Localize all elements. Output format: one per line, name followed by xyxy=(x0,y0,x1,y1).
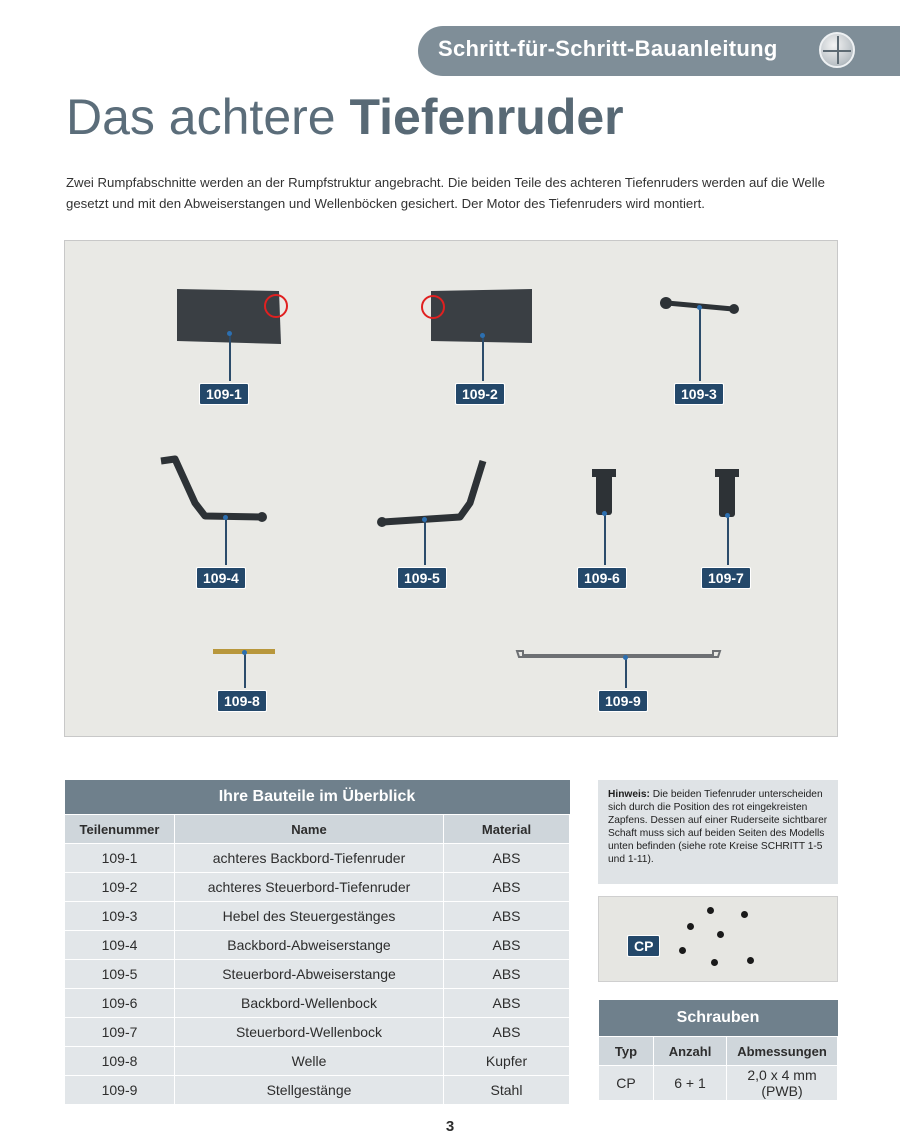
screws-photo xyxy=(598,896,838,982)
cp-label: CP xyxy=(627,935,660,957)
crosshair-icon xyxy=(819,32,855,68)
part-label: 109-4 xyxy=(196,567,246,589)
part-label: 109-8 xyxy=(217,690,267,712)
parts-illustration xyxy=(65,241,839,738)
column-header: Typ xyxy=(599,1037,654,1066)
control-rod-shape xyxy=(517,651,720,657)
column-header: Teilenummer xyxy=(65,815,175,844)
banner-title: Schritt-für-Schritt-Bauanleitung xyxy=(438,36,778,61)
page-number: 3 xyxy=(445,1118,455,1135)
part-label: 109-9 xyxy=(598,690,648,712)
deflector-port-shape xyxy=(161,459,261,517)
table-row: 109-7 Steuerbord-Wellenbock ABS xyxy=(65,1018,570,1047)
bracket-starboard-shape xyxy=(719,471,735,517)
column-header: Abmessungen xyxy=(727,1037,838,1066)
parts-photo xyxy=(64,240,838,737)
table-row: 109-8 Welle Kupfer xyxy=(65,1047,570,1076)
table-row: 109-9 Stellgestänge Stahl xyxy=(65,1076,570,1105)
parts-table-title: Ihre Bauteile im Überblick xyxy=(65,780,570,815)
column-header: Name xyxy=(175,815,444,844)
table-row: CP 6 + 1 2,0 x 4 mm (PWB) xyxy=(599,1066,838,1101)
section-banner xyxy=(418,26,900,76)
table-row: 109-3 Hebel des Steuergestänges ABS xyxy=(65,902,570,931)
table-row: 109-1 achteres Backbord-Tiefenruder ABS xyxy=(65,844,570,873)
intro-text: Zwei Rumpfabschnitte werden an der Rumpfstruktur angebracht. Die beiden Teile des achteren Tiefenruders werden auf die Welle gesetzt und mit den Abweiserstangen und Wellenböcken gesichert. Der Motor des Tiefenruders wird montiert. xyxy=(66,175,825,211)
page-title: Das achtere Tiefenruder xyxy=(66,89,624,145)
table-row: 109-5 Steuerbord-Abweiserstange ABS xyxy=(65,960,570,989)
part-label: 109-5 xyxy=(397,567,447,589)
part-label: 109-2 xyxy=(455,383,505,405)
part-label: 109-1 xyxy=(199,383,249,405)
deflector-starboard-shape xyxy=(383,461,483,522)
note-box: Hinweis: Die beiden Tiefenruder unterscheiden sich durch die Position des rot eingekreisten Zapfens. Dessen auf einer Ruderseite sichtbarer Schaft muss sich auf beiden Seiten des Modells unten befinden (siehe rote Kreise SCHRITT 1-5 und 1-11). xyxy=(598,780,838,884)
table-row: 109-2 achteres Steuerbord-Tiefenruder ABS xyxy=(65,873,570,902)
column-header: Material xyxy=(444,815,570,844)
table-row: 109-4 Backbord-Abweiserstange ABS xyxy=(65,931,570,960)
column-header: Anzahl xyxy=(654,1037,727,1066)
screws-table-title: Schrauben xyxy=(599,1000,838,1037)
part-label: 109-6 xyxy=(577,567,627,589)
bracket-port-shape xyxy=(596,471,612,515)
parts-table xyxy=(64,780,570,1105)
screws-table xyxy=(598,1000,838,1101)
part-label: 109-3 xyxy=(674,383,724,405)
part-label: 109-7 xyxy=(701,567,751,589)
table-row: 109-6 Backbord-Wellenbock ABS xyxy=(65,989,570,1018)
